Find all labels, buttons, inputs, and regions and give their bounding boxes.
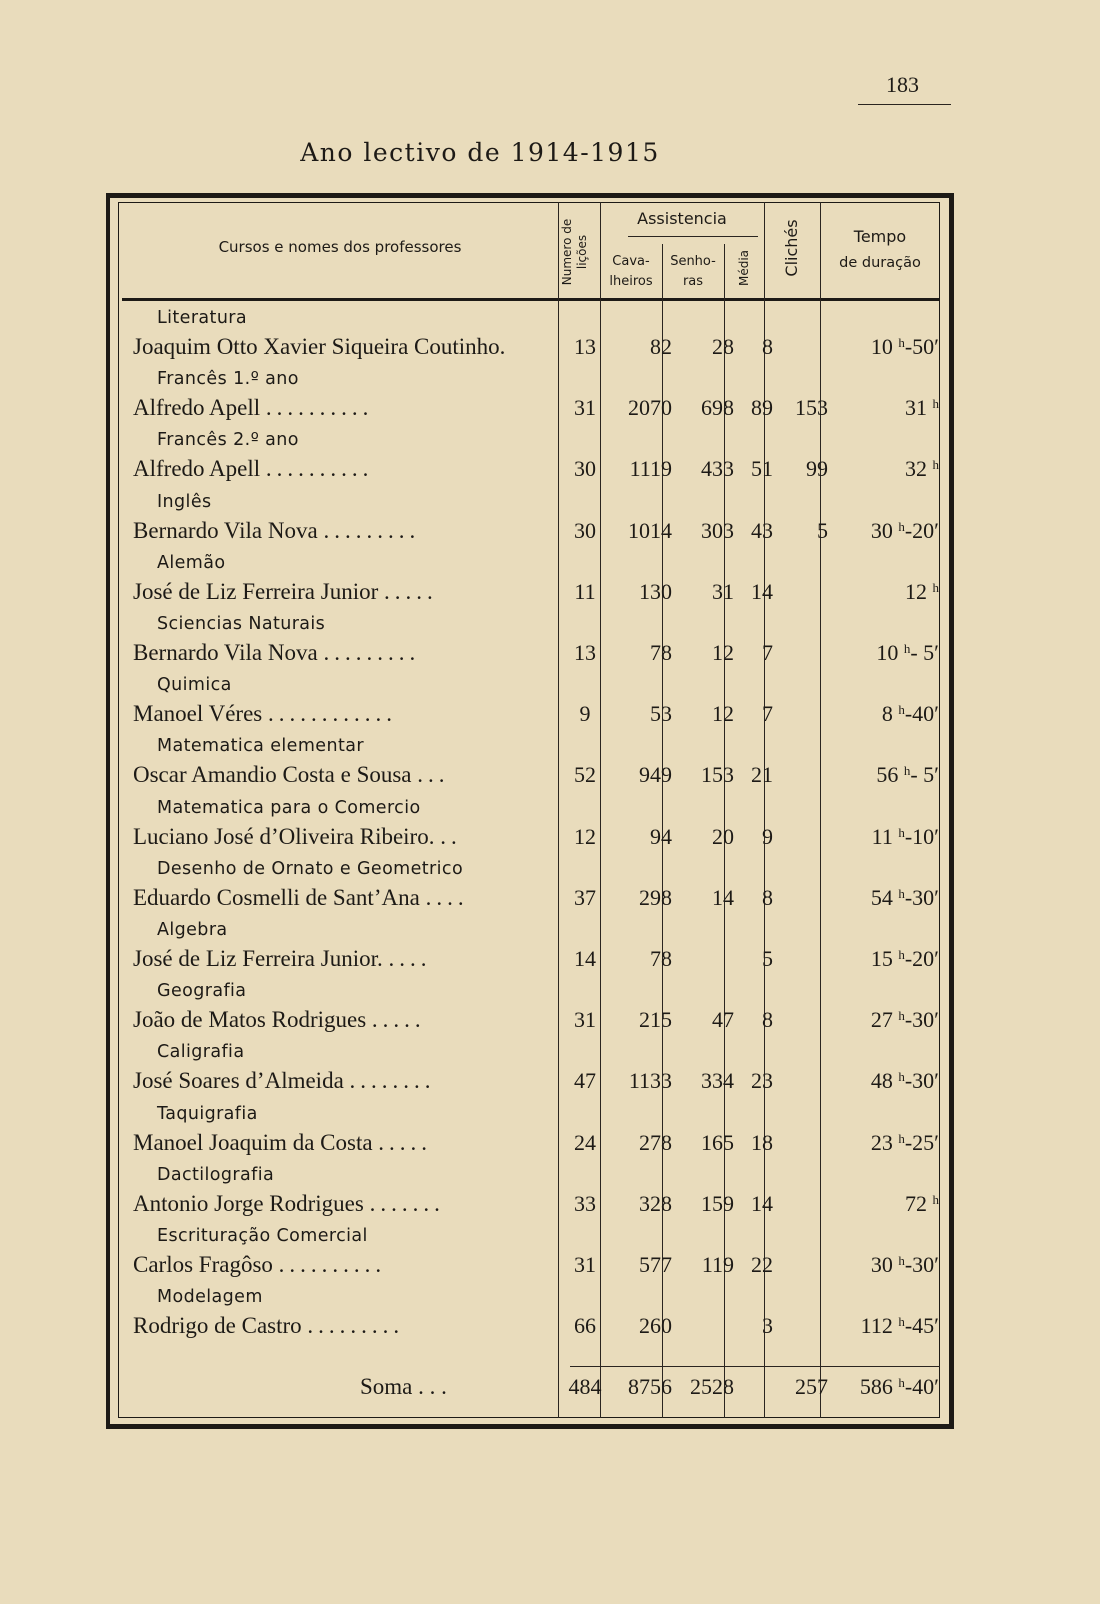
tempo-hours: 72 <box>905 1190 927 1216</box>
teacher-name <box>133 456 563 484</box>
hour-mark: h <box>898 1314 905 1330</box>
cell-licoes: 52 <box>574 762 596 788</box>
cell-licoes: 12 <box>574 823 596 849</box>
cell-media: 8 <box>762 334 773 359</box>
cell-licoes: 24 <box>574 1129 596 1155</box>
tempo-hours: 23 <box>870 1129 893 1155</box>
cell-tempo <box>832 1068 939 1094</box>
total-licoes: 484 <box>568 1374 602 1399</box>
leader-dots: ......... <box>323 640 421 665</box>
cell-cavalheiros: 298 <box>639 884 672 910</box>
cell-licoes: 11 <box>574 578 596 604</box>
teacher-text: Rodrigo de Castro <box>133 1313 302 1339</box>
teacher-name <box>133 1068 563 1096</box>
assistencia-brace <box>628 236 758 237</box>
table-row <box>0 366 1100 428</box>
table-row <box>0 1101 1100 1163</box>
total-cavalheiros: 8756 <box>628 1374 672 1399</box>
table-row <box>0 1162 1100 1224</box>
teacher-name <box>133 1252 563 1280</box>
teacher-text: João de Matos Rodrigues <box>133 1007 367 1033</box>
hour-mark: h <box>932 1191 939 1207</box>
tempo-hours: 31 <box>905 395 927 421</box>
teacher-name <box>133 518 563 546</box>
leader-dots: ..... <box>384 578 438 604</box>
table-row <box>0 795 1100 857</box>
header-tempo-sub: de duração <box>839 255 921 271</box>
cell-tempo <box>832 579 939 605</box>
teacher-text: Manoel Véres <box>133 701 263 727</box>
cell-licoes: 31 <box>574 395 596 421</box>
tempo-minutes: -20′ <box>904 946 939 971</box>
course-name: Modelagem <box>157 1287 263 1308</box>
cell-licoes: 47 <box>574 1068 596 1094</box>
cell-cavalheiros: 1133 <box>628 1068 672 1094</box>
teacher-name <box>133 334 563 362</box>
hour-mark: h <box>903 763 911 779</box>
total-tempo <box>832 1374 939 1400</box>
teacher-name <box>133 946 563 974</box>
tempo-hours: 32 <box>905 456 927 482</box>
course-name: Desenho de Ornato e Geometrico <box>157 858 464 879</box>
teacher-name <box>133 1130 563 1158</box>
course-name: Matematica elementar <box>157 736 364 757</box>
header-tempo: Tempo <box>853 227 907 246</box>
cell-media: 3 <box>762 1313 773 1339</box>
table-row <box>0 978 1100 1040</box>
tempo-hours: 8 <box>881 701 893 727</box>
cell-senhoras: 12 <box>712 640 734 665</box>
teacher-text: Carlos Fragôso <box>133 1252 273 1277</box>
cell-media: 89 <box>751 395 773 421</box>
cell-cavalheiros: 82 <box>650 334 672 359</box>
hour-mark: h <box>932 457 939 473</box>
cell-cavalheiros: 949 <box>639 762 672 788</box>
header-numero-text: Numero de lições <box>560 218 589 286</box>
total-label: Soma . . . <box>360 1374 447 1399</box>
header-numero-licoes <box>560 212 600 292</box>
cell-licoes: 31 <box>574 1007 596 1033</box>
leader-dots: ......... <box>323 517 421 543</box>
course-name: Literatura <box>157 308 248 328</box>
cell-media: 7 <box>762 640 773 665</box>
header-cavalheiros: Cava- lheiros <box>609 254 653 289</box>
cell-cavalheiros: 260 <box>639 1313 672 1339</box>
teacher-name <box>133 579 563 607</box>
cell-tempo <box>832 1313 939 1339</box>
course-name: Alemão <box>157 552 226 573</box>
table-row <box>0 611 1100 673</box>
hour-mark: h <box>898 1253 905 1268</box>
course-name: Geografia <box>157 981 247 1002</box>
cell-cavalheiros: 130 <box>639 578 672 604</box>
cell-licoes: 9 <box>579 701 591 727</box>
tempo-hours: 15 <box>870 946 893 971</box>
teacher-text: Alfredo Apell <box>133 456 261 482</box>
cell-licoes: 33 <box>574 1190 596 1216</box>
leader-dots: .... <box>388 946 432 971</box>
tempo-hours: 27 <box>870 1007 893 1033</box>
cell-cavalheiros: 328 <box>639 1190 672 1216</box>
cell-senhoras: 303 <box>701 517 734 543</box>
cell-media: 5 <box>762 946 773 971</box>
teacher-text: Luciano José d’Oliveira Ribeiro. <box>133 823 435 849</box>
course-name: Inglês <box>157 491 212 512</box>
header-cursos: Cursos e nomes dos professores <box>218 238 462 256</box>
cell-cavalheiros: 577 <box>639 1252 672 1277</box>
course-name: Caligrafia <box>157 1042 245 1063</box>
cell-tempo <box>832 395 939 421</box>
cell-tempo <box>832 334 939 360</box>
cell-cavalheiros: 1119 <box>629 456 672 482</box>
cell-licoes: 66 <box>574 1313 596 1339</box>
course-name: Quimica <box>157 675 232 696</box>
total-tempo-hours: 586 <box>859 1374 893 1399</box>
cell-senhoras: 47 <box>712 1007 734 1033</box>
page-number-rule <box>858 104 951 105</box>
cell-licoes: 30 <box>574 517 596 543</box>
hour-mark: h <box>932 396 939 412</box>
tempo-minutes: -25′ <box>904 1129 939 1155</box>
cell-tempo <box>832 824 939 850</box>
cell-tempo <box>832 456 939 482</box>
teacher-text: José de Liz Ferreira Junior <box>133 578 379 604</box>
page-title: Ano lectivo de 1914-1915 <box>300 138 660 167</box>
leader-dots: ............ <box>267 701 397 727</box>
leader-dots: ....... <box>369 1190 445 1216</box>
tempo-hours: 11 <box>871 823 893 849</box>
total-cliches: 257 <box>795 1374 828 1399</box>
course-name: Escrituração Comercial <box>157 1226 368 1246</box>
cell-cavalheiros: 215 <box>639 1007 672 1033</box>
table-row <box>0 550 1100 612</box>
cell-licoes: 37 <box>574 884 596 910</box>
hour-mark: h <box>898 885 905 901</box>
teacher-name <box>133 701 563 729</box>
hour-mark: h <box>898 518 905 534</box>
cell-tempo <box>832 640 939 666</box>
cell-media: 7 <box>762 701 773 727</box>
cell-senhoras: 20 <box>712 823 734 849</box>
cell-senhoras: 12 <box>712 701 734 727</box>
cell-media: 14 <box>751 578 773 604</box>
tempo-minutes: -45′ <box>904 1313 939 1339</box>
total-tempo-minutes: -40′ <box>904 1374 939 1399</box>
cell-media: 21 <box>751 762 773 788</box>
cell-media: 18 <box>751 1129 773 1155</box>
course-name: Francês 2.º ano <box>157 430 299 451</box>
leader-dots: .. <box>440 823 462 849</box>
leader-dots: .......... <box>265 395 374 421</box>
cell-tempo <box>832 885 939 911</box>
teacher-text: Manoel Joaquim da Costa <box>133 1129 373 1155</box>
tempo-minutes: -30′ <box>904 884 939 910</box>
cell-tempo <box>832 1130 939 1156</box>
page-number: 183 <box>886 72 919 97</box>
cell-licoes: 30 <box>574 456 596 482</box>
cell-licoes: 14 <box>574 946 596 971</box>
cell-cavalheiros: 94 <box>650 823 672 849</box>
cell-senhoras: 14 <box>712 884 734 910</box>
cell-cavalheiros: 78 <box>650 946 672 971</box>
cell-media: 22 <box>751 1252 773 1277</box>
leader-dots: .......... <box>265 456 374 482</box>
tempo-hours: 48 <box>870 1068 893 1094</box>
cell-senhoras: 433 <box>701 456 734 482</box>
teacher-name <box>133 1313 563 1341</box>
cell-cliches: 99 <box>806 456 828 482</box>
tempo-hours: 10 <box>870 334 893 359</box>
hour-mark: h <box>903 641 911 656</box>
tempo-hours: 112 <box>860 1313 893 1339</box>
cell-senhoras: 334 <box>701 1068 734 1094</box>
table-row <box>0 1039 1100 1101</box>
hour-mark: h <box>898 1008 905 1024</box>
cell-tempo <box>832 701 939 727</box>
teacher-text: Antonio Jorge Rodrigues <box>133 1190 364 1216</box>
teacher-text: Alfredo Apell <box>133 395 261 421</box>
table-row <box>0 1284 1100 1346</box>
teacher-text: Joaquim Otto Xavier Siqueira Coutinho. <box>133 334 506 359</box>
total-row <box>0 1372 1100 1412</box>
cell-tempo <box>832 1007 939 1033</box>
leader-dots: ......... <box>307 1313 405 1339</box>
tempo-minutes: -10′ <box>904 823 939 849</box>
tempo-minutes: -40′ <box>904 701 939 727</box>
cell-media: 23 <box>751 1068 773 1094</box>
cell-media: 9 <box>762 823 773 849</box>
cell-senhoras: 698 <box>701 395 734 421</box>
cell-media: 8 <box>762 1007 773 1033</box>
teacher-text: Bernardo Vila Nova <box>133 640 318 665</box>
cell-cavalheiros: 2070 <box>628 395 672 421</box>
table-row <box>0 672 1100 734</box>
total-rule <box>570 1366 940 1367</box>
tempo-hours: 30 <box>870 1252 893 1277</box>
tempo-minutes: -20′ <box>904 517 939 543</box>
cell-tempo <box>832 1252 939 1278</box>
tempo-minutes: - 5′ <box>910 640 939 665</box>
cell-cavalheiros: 278 <box>639 1129 672 1155</box>
header-media: Média <box>737 249 751 287</box>
cell-senhoras: 153 <box>701 762 734 788</box>
hour-mark: h <box>898 947 905 962</box>
leader-dots: ........ <box>349 1068 436 1094</box>
header-assistencia: Assistencia <box>637 209 727 228</box>
cell-licoes: 13 <box>574 334 596 359</box>
total-senhoras: 2528 <box>690 1374 734 1399</box>
leader-dots: ..... <box>371 1007 426 1033</box>
header-divider <box>122 298 940 301</box>
cell-media: 8 <box>762 884 773 910</box>
cell-senhoras: 159 <box>701 1190 734 1216</box>
tempo-hours: 10 <box>876 640 899 665</box>
course-name: Dactilografia <box>157 1164 275 1185</box>
table-row <box>0 427 1100 489</box>
cell-media: 14 <box>751 1190 773 1216</box>
tempo-hours: 56 <box>876 762 899 788</box>
teacher-name <box>133 1191 563 1219</box>
teacher-name <box>133 762 563 790</box>
hour-mark: h <box>898 702 905 718</box>
course-name: Francês 1.º ano <box>157 369 299 390</box>
cell-cliches: 153 <box>795 395 828 421</box>
leader-dots: ... <box>417 762 450 788</box>
course-name: Algebra <box>157 920 228 940</box>
table-row <box>0 489 1100 551</box>
teacher-name <box>133 824 563 852</box>
cell-cavalheiros: 78 <box>650 640 672 665</box>
hour-mark: h <box>898 1375 905 1390</box>
table-row <box>0 856 1100 918</box>
leader-dots: .......... <box>278 1252 387 1277</box>
teacher-name <box>133 885 563 913</box>
hour-mark: h <box>898 1069 905 1085</box>
cell-tempo <box>832 762 939 788</box>
tempo-hours: 12 <box>905 578 927 604</box>
cell-licoes: 31 <box>574 1252 596 1277</box>
teacher-text: José de Liz Ferreira Junior. <box>133 946 383 971</box>
teacher-text: Eduardo Cosmelli de Sant’Ana <box>133 884 420 910</box>
cell-senhoras: 31 <box>712 578 734 604</box>
teacher-name <box>133 395 563 423</box>
tempo-hours: 54 <box>870 884 893 910</box>
tempo-minutes: -30′ <box>904 1252 939 1277</box>
tempo-minutes: -30′ <box>904 1068 939 1094</box>
header-cliches: Clichés <box>782 219 801 277</box>
teacher-name <box>133 1007 563 1035</box>
tempo-minutes: -50′ <box>904 334 939 359</box>
tempo-minutes: -30′ <box>904 1007 939 1033</box>
cell-tempo <box>832 518 939 544</box>
hour-mark: h <box>898 335 905 350</box>
cell-media: 51 <box>751 456 773 482</box>
cell-cliches: 5 <box>817 517 828 543</box>
cell-cavalheiros: 1014 <box>628 517 672 543</box>
teacher-text: José Soares d’Almeida <box>133 1068 344 1094</box>
leader-dots: ..... <box>378 1129 433 1155</box>
leader-dots: .... <box>425 884 469 910</box>
teacher-name <box>133 640 563 668</box>
table-row <box>0 733 1100 795</box>
course-name: Taquigrafia <box>157 1103 258 1124</box>
cell-licoes: 13 <box>574 640 596 665</box>
hour-mark: h <box>932 579 939 595</box>
teacher-text: Bernardo Vila Nova <box>133 517 318 543</box>
cell-senhoras: 28 <box>712 334 734 359</box>
tempo-minutes: - 5′ <box>910 762 939 788</box>
tempo-hours: 30 <box>870 517 893 543</box>
hour-mark: h <box>898 1130 905 1146</box>
cell-media: 43 <box>751 517 773 543</box>
cell-tempo <box>832 946 939 972</box>
course-name: Sciencias Naturais <box>157 614 326 634</box>
table-row <box>0 1223 1100 1285</box>
course-name: Matematica para o Comercio <box>157 797 421 818</box>
cell-senhoras: 119 <box>701 1252 734 1277</box>
hour-mark: h <box>898 824 905 840</box>
teacher-text: Oscar Amandio Costa e Sousa <box>133 762 412 788</box>
cell-cavalheiros: 53 <box>650 701 672 727</box>
cell-tempo <box>832 1191 939 1217</box>
table-row <box>0 917 1100 979</box>
table-row <box>0 305 1100 367</box>
cell-senhoras: 165 <box>701 1129 734 1155</box>
header-senhoras: Senho- ras <box>670 254 716 289</box>
